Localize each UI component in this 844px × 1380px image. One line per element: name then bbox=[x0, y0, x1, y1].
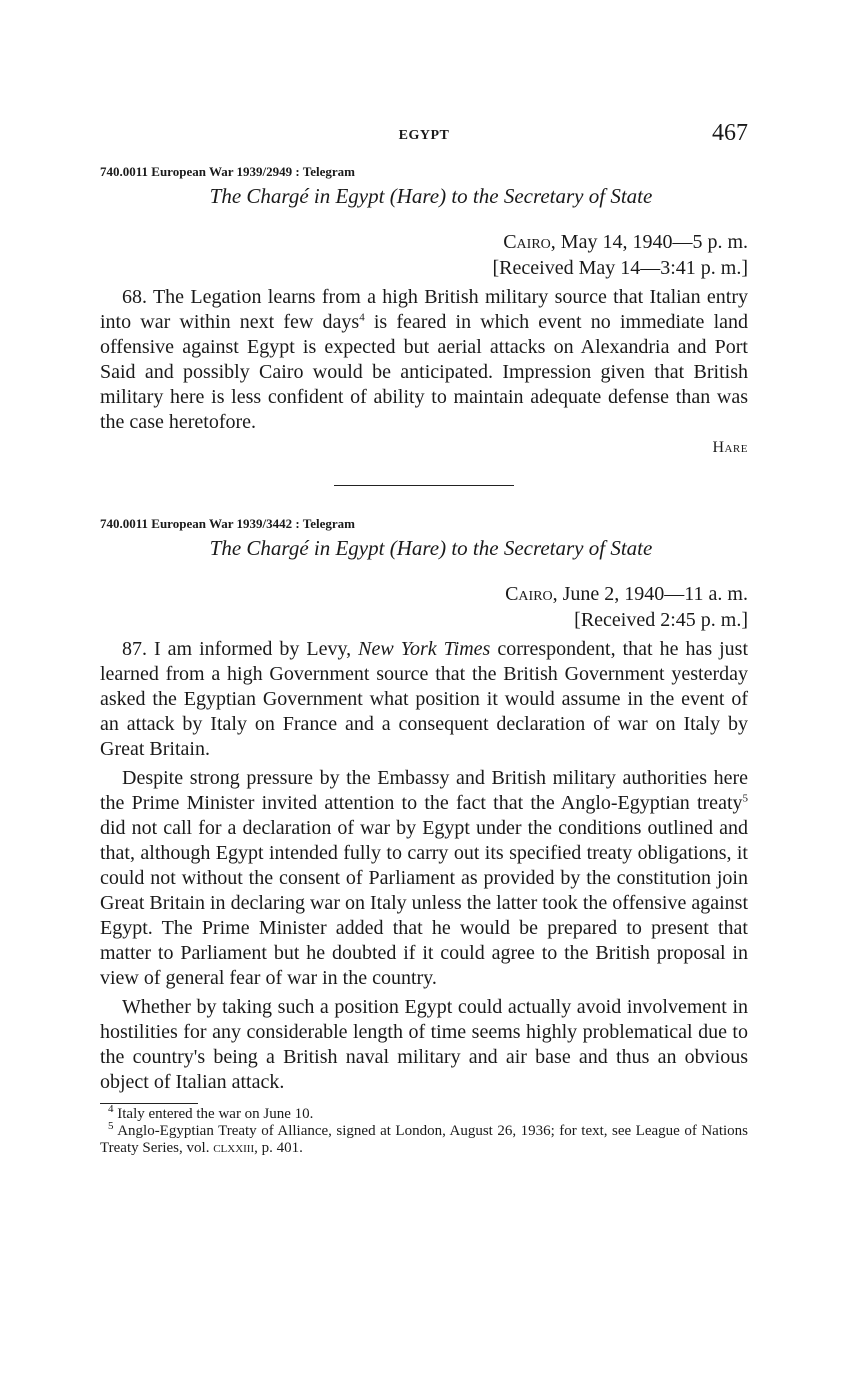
page-number: 467 bbox=[712, 120, 748, 146]
footnote-marker: 5 bbox=[108, 1120, 114, 1132]
paragraph-text: is feared in which event no immediate land offensive against Egypt is expected but aerial attacks on Alexandria and Port Said and possibly Cairo would be anticipated. Impression given that British military here is less confident of ability to maintain adequate defense than was the case heretofore. bbox=[100, 311, 749, 433]
body-paragraph bbox=[100, 766, 748, 991]
footnote-text: Italy entered the war on June 10. bbox=[117, 1106, 314, 1122]
body-paragraph: Whether by taking such a position Egypt could actually avoid involvement in hostilities for any considerable length of time seems highly problematical due to the country's being a British naval military and air base and thus an obvious object of Italian attack. bbox=[100, 996, 748, 1093]
paragraph-text: did not call for a declaration of war by Egypt under the conditions outlined and that, although Egypt intended fully to carry out its specified treaty obligations, it could not without the consent of Parliament as provided by the constitution join Great Britain in declaring war on Italy unless the latter took the offensive against Egypt. The Prime Minister added that he would be prepared to present that matter to Parliament but he doubted if it could agree to the British proposal in view of general fear of war in the country. bbox=[100, 817, 748, 989]
footnote bbox=[100, 1103, 748, 1123]
footnote-marker: 4 bbox=[108, 1103, 114, 1115]
signature: Hare bbox=[712, 439, 748, 456]
document-page bbox=[100, 118, 748, 1157]
file-reference: 740.0011 European War 1939/2949 : Telegram bbox=[100, 164, 355, 179]
document-title: The Chargé in Egypt (Hare) to the Secretary of State bbox=[209, 184, 653, 208]
dateline-received: [Received 2:45 p. m.] bbox=[574, 609, 748, 631]
section-divider bbox=[334, 485, 514, 486]
paragraph-text: Despite strong pressure by the Embassy and British military authorities here the Prime Minister invited attention to the fact that the Anglo-Egyptian treaty bbox=[100, 767, 748, 814]
sent-date: , June 2, 1940—11 a. m. bbox=[552, 583, 748, 605]
footnote-marker: 5 bbox=[742, 792, 748, 805]
telegram-1 bbox=[100, 164, 748, 457]
newspaper-name: New York Times bbox=[358, 638, 491, 660]
paragraph-text: 87. I am informed by Levy, bbox=[122, 638, 359, 660]
body-paragraph bbox=[100, 285, 748, 435]
page-header bbox=[100, 118, 748, 158]
paragraph-text: 68. The Legation learns from a high British military source that Italian entry into war within next few days bbox=[100, 286, 748, 333]
telegram-2 bbox=[100, 516, 748, 1095]
footnotes bbox=[100, 1103, 748, 1157]
place-name: Cairo bbox=[505, 583, 553, 605]
dateline-received: [Received May 14—3:41 p. m.] bbox=[492, 257, 748, 279]
footnote bbox=[100, 1120, 748, 1157]
footnote-marker: 4 bbox=[359, 311, 365, 324]
sent-date: , May 14, 1940—5 p. m. bbox=[550, 231, 748, 253]
place-name: Cairo bbox=[503, 231, 551, 253]
file-reference: 740.0011 European War 1939/3442 : Telegram bbox=[100, 516, 355, 531]
document-title: The Chargé in Egypt (Hare) to the Secretary of State bbox=[209, 536, 653, 560]
body-paragraph bbox=[100, 637, 748, 762]
dateline-sent bbox=[100, 229, 748, 255]
footnote-text: , p. 401. bbox=[254, 1140, 303, 1156]
dateline-sent bbox=[100, 581, 748, 607]
running-head: EGYPT bbox=[398, 128, 450, 143]
paragraph-text: correspondent, that he has just learned from a high Government source that the British Government yesterday asked the Egyptian Government what position it would assume in the event of an attack by Italy on France and a consequent declaration of war on Italy by Great Britain. bbox=[100, 638, 749, 760]
footnote-rule bbox=[100, 1103, 198, 1104]
volume-number: clxxiii bbox=[213, 1140, 255, 1156]
footnote-text: Anglo-Egyptian Treaty of Alliance, signed at London, August 26, 1936; for text, see League of Nations Treaty Series, vol. bbox=[100, 1123, 748, 1156]
